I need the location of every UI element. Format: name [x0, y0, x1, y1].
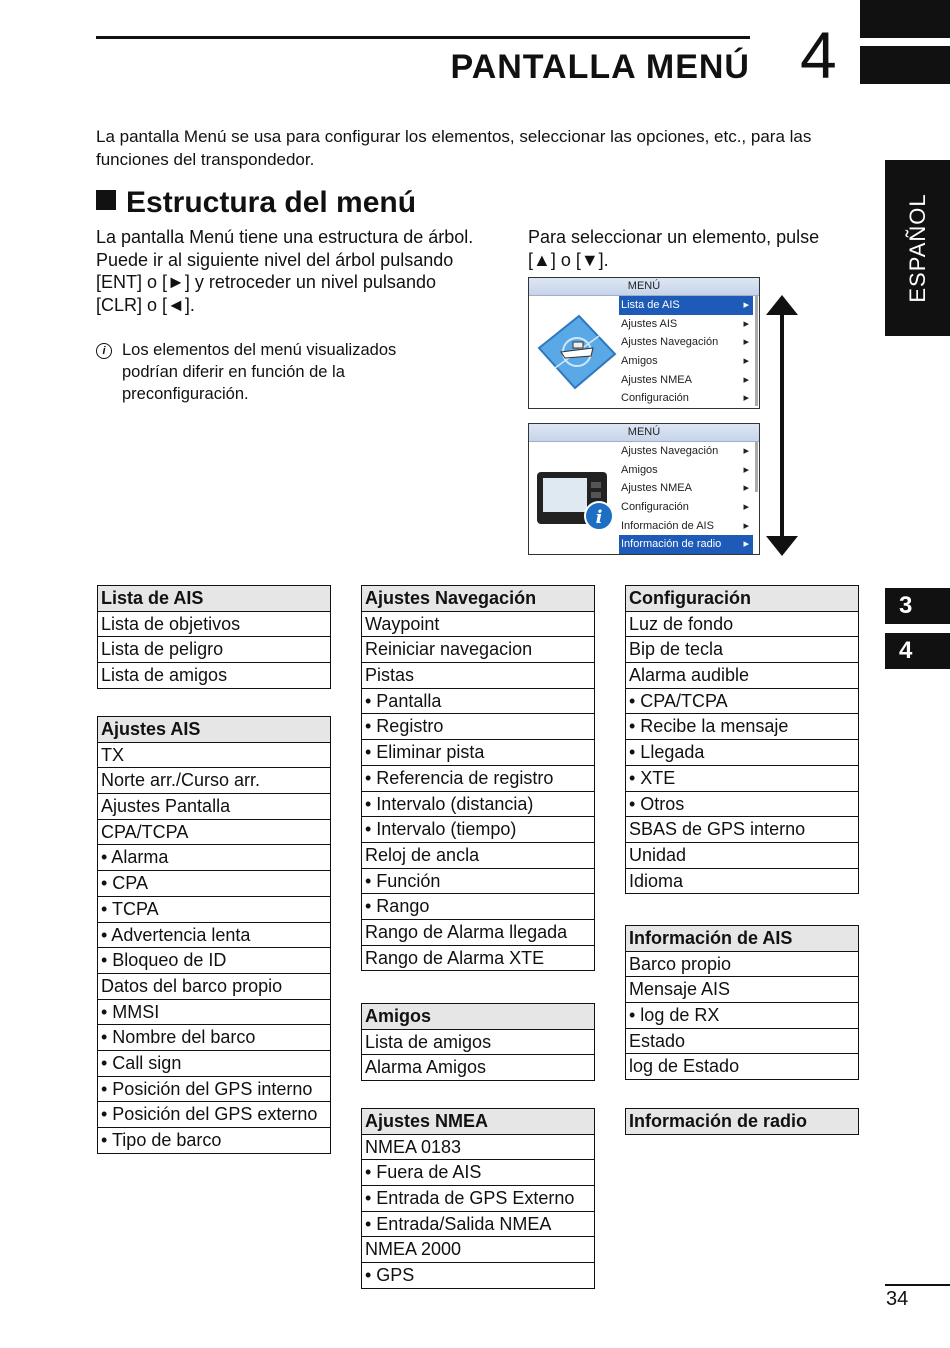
table-row: • Pantalla: [361, 689, 595, 715]
table-row: • Nombre del barco: [97, 1025, 331, 1051]
table-row: Alarma audible: [625, 663, 859, 689]
table-row: Datos del barco propio: [97, 974, 331, 1000]
table-row: • Posición del GPS interno: [97, 1077, 331, 1103]
screen-menu-item[interactable]: Información de radio ▸: [619, 535, 753, 554]
screen-1-menu-list: [619, 296, 753, 408]
table-row: • TCPA: [97, 897, 331, 923]
screen-title: MENÚ: [529, 278, 759, 296]
table-ajustes-nmea: [361, 1108, 595, 1289]
table-row: • MMSI: [97, 1000, 331, 1026]
table-row: • CPA/TCPA: [625, 689, 859, 715]
table-header: Ajustes Navegación: [361, 586, 595, 612]
screen-menu-item[interactable]: Información de AIS ▸: [619, 517, 753, 536]
table-row: CPA/TCPA: [97, 820, 331, 846]
table-row: NMEA 2000: [361, 1237, 595, 1263]
scrollbar[interactable]: [755, 442, 758, 492]
scroll-arrow-shaft: [780, 310, 784, 540]
chapter-title: PANTALLA MENÚ: [450, 48, 750, 86]
square-bullet-icon: [96, 190, 116, 210]
note-text: Los elementos del menú visualizados podrían diferir en función de la preconfiguración.: [122, 341, 397, 403]
table-row: • Alarma: [97, 845, 331, 871]
table-row: SBAS de GPS interno: [625, 817, 859, 843]
table-header: Configuración: [625, 586, 859, 612]
table-row: • Recibe la mensaje: [625, 714, 859, 740]
table-row: Reloj de ancla: [361, 843, 595, 869]
table-row: TX: [97, 743, 331, 769]
table-row: Norte arr./Curso arr.: [97, 768, 331, 794]
table-row: Lista de amigos: [361, 1030, 595, 1056]
chart-map-icon: [535, 308, 619, 392]
section-heading: [96, 186, 416, 220]
table-ajustes-ais: [97, 716, 331, 1154]
table-row: Unidad: [625, 843, 859, 869]
table-row: • Entrada/Salida NMEA: [361, 1212, 595, 1238]
menu-screen-2: [528, 423, 760, 555]
table-row: log de Estado: [625, 1054, 859, 1080]
page-number: 34: [886, 1288, 909, 1310]
table-row: • Otros: [625, 792, 859, 818]
table-row: • CPA: [97, 871, 331, 897]
table-header: Ajustes NMEA: [361, 1109, 595, 1135]
table-row: • Llegada: [625, 740, 859, 766]
screen-menu-item[interactable]: Ajustes NMEA ▸: [619, 479, 753, 498]
info-note: [96, 339, 456, 405]
table-row: Reiniciar navegacion: [361, 637, 595, 663]
table-row: Estado: [625, 1029, 859, 1055]
table-row: • Tipo de barco: [97, 1128, 331, 1154]
table-row: • Referencia de registro: [361, 766, 595, 792]
screen-title: MENÚ: [529, 424, 759, 442]
screen-menu-item[interactable]: Configuración ▸: [619, 389, 753, 408]
scrollbar[interactable]: [755, 296, 758, 406]
info-icon: i: [96, 343, 112, 359]
table-header: Información de AIS: [625, 926, 859, 952]
table-row: Ajustes Pantalla: [97, 794, 331, 820]
table-row: • Fuera de AIS: [361, 1160, 595, 1186]
table-row: Barco propio: [625, 952, 859, 978]
table-row: • Eliminar pista: [361, 740, 595, 766]
table-ajustes-navegacion: [361, 585, 595, 971]
section-tab-3: 3: [885, 588, 950, 624]
table-row: NMEA 0183: [361, 1135, 595, 1161]
table-row: • XTE: [625, 766, 859, 792]
table-row: • Posición del GPS externo: [97, 1102, 331, 1128]
table-informacion-radio: [625, 1108, 859, 1135]
table-informacion-ais: [625, 925, 859, 1080]
table-row: Alarma Amigos: [361, 1055, 595, 1081]
table-row: Lista de amigos: [97, 663, 331, 689]
table-row: Waypoint: [361, 612, 595, 638]
table-row: Luz de fondo: [625, 612, 859, 638]
table-row: • Advertencia lenta: [97, 923, 331, 949]
table-header: Lista de AIS: [97, 586, 331, 612]
menu-screen-1: [528, 277, 760, 409]
chapter-number: 4: [800, 18, 837, 92]
table-row: Idioma: [625, 869, 859, 895]
table-row: • Intervalo (distancia): [361, 792, 595, 818]
table-row: Rango de Alarma XTE: [361, 946, 595, 972]
table-row: • Rango: [361, 894, 595, 920]
intro-paragraph: La pantalla Menú se usa para configurar los elementos, seleccionar las opciones, etc., para las funciones del transpondedor.: [96, 127, 812, 169]
table-header: Amigos: [361, 1004, 595, 1030]
screen-menu-item[interactable]: Amigos ▸: [619, 352, 753, 371]
screen-menu-item[interactable]: Configuración ▸: [619, 498, 753, 517]
screen-2-menu-list: [619, 442, 753, 554]
screen-menu-item[interactable]: Ajustes Navegación ▸: [619, 333, 753, 352]
section-tab-4: 4: [885, 633, 950, 669]
table-row: Lista de peligro: [97, 637, 331, 663]
header-block-top: [860, 0, 950, 38]
tree-description: La pantalla Menú tiene una estructura de árbol. Puede ir al siguiente nivel del árbol pulsando [ENT] o [►] y retroceder un nivel pulsando [CLR] o [◄].: [96, 227, 474, 315]
table-row: Rango de Alarma llegada: [361, 920, 595, 946]
screen-menu-item[interactable]: Ajustes NMEA ▸: [619, 371, 753, 390]
screen-menu-item[interactable]: Lista de AIS ▸: [619, 296, 753, 315]
table-row: • GPS: [361, 1263, 595, 1289]
table-row: • Registro: [361, 714, 595, 740]
header-rule: [96, 36, 750, 39]
language-tab: [885, 160, 950, 336]
svg-text:i: i: [595, 507, 603, 528]
table-row: • Call sign: [97, 1051, 331, 1077]
screen-menu-item[interactable]: Ajustes AIS ▸: [619, 315, 753, 334]
arrow-down-icon: [766, 536, 798, 556]
table-header: Ajustes AIS: [97, 717, 331, 743]
table-row: Mensaje AIS: [625, 977, 859, 1003]
table-row: Lista de objetivos: [97, 612, 331, 638]
table-row: Pistas: [361, 663, 595, 689]
device-info-icon: [535, 454, 619, 538]
table-configuracion: [625, 585, 859, 894]
table-row: Bip de tecla: [625, 637, 859, 663]
header-block-bottom: [860, 46, 950, 84]
table-amigos: [361, 1003, 595, 1081]
table-header: Información de radio: [625, 1109, 859, 1135]
table-row: • Intervalo (tiempo): [361, 817, 595, 843]
footer-rule: [885, 1284, 950, 1286]
table-row: • Bloqueo de ID: [97, 948, 331, 974]
screen-menu-item[interactable]: Ajustes Navegación ▸: [619, 442, 753, 461]
section-title: Estructura del menú: [126, 186, 417, 219]
screen-menu-item[interactable]: Amigos ▸: [619, 461, 753, 480]
language-label: ESPAÑOL: [904, 193, 930, 303]
table-row: • Función: [361, 869, 595, 895]
table-row: • Entrada de GPS Externo: [361, 1186, 595, 1212]
select-instruction: Para seleccionar un elemento, pulse [▲] o [▼].: [528, 227, 820, 270]
table-lista-ais: [97, 585, 331, 689]
table-row: • log de RX: [625, 1003, 859, 1029]
